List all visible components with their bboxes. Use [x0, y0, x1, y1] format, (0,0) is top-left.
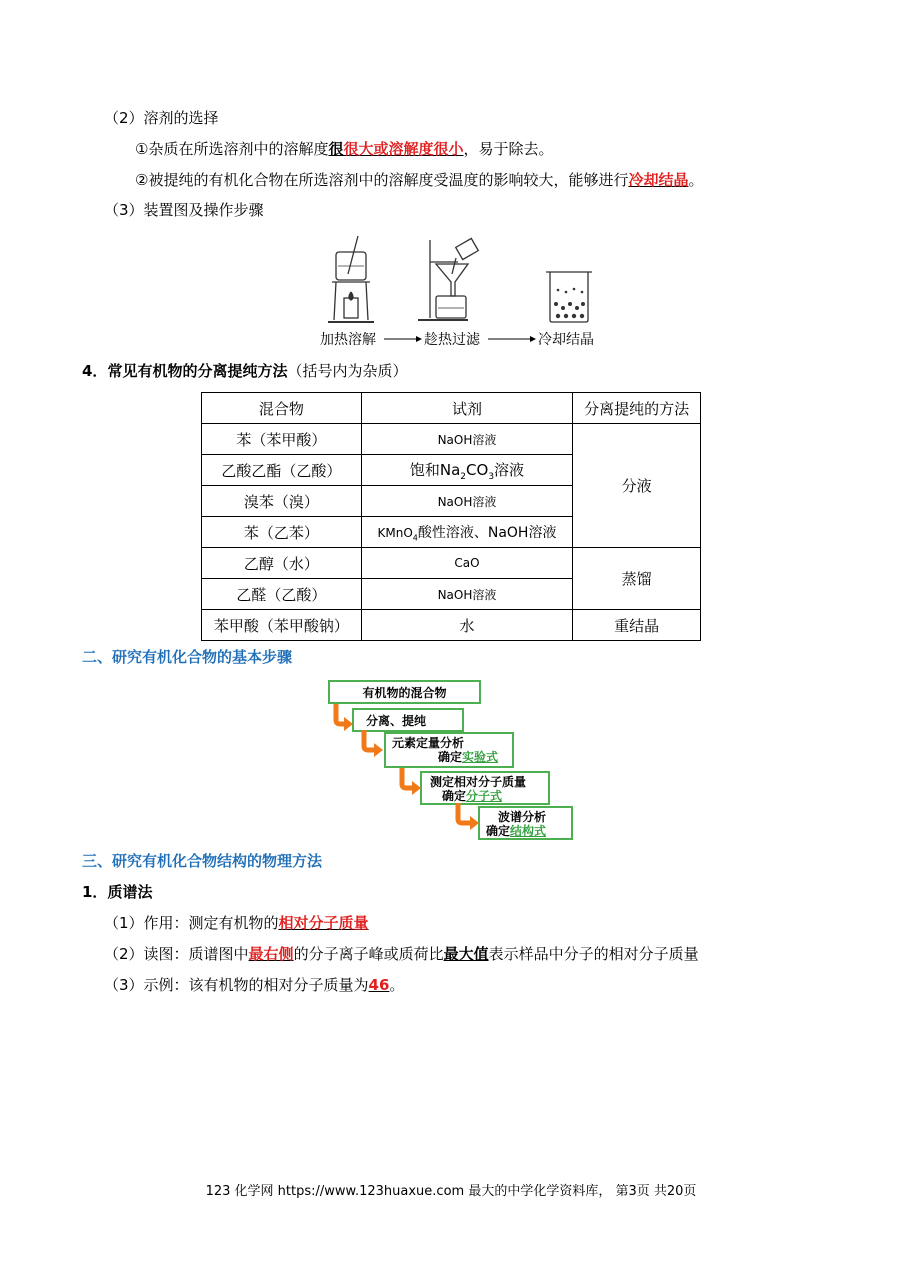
table-header: 分离提纯的方法: [573, 393, 701, 424]
table-cell-reagent: 水: [361, 610, 573, 641]
flow-arrow-3-icon: [396, 766, 426, 796]
mass-spec-line-3-answer: 46: [368, 976, 390, 994]
apparatus-label-filter: 趁热过滤: [424, 332, 480, 348]
table-cell-reagent: CaO: [361, 548, 573, 579]
table-cell-method: 重结晶: [573, 610, 701, 641]
flow-step-4: [420, 771, 550, 805]
table-row: [202, 424, 701, 455]
mass-spec-line-2-answer: 最右侧: [248, 945, 294, 963]
flow-step-4-answer: 分子式: [466, 789, 503, 803]
flow-step-1: [328, 680, 481, 704]
mass-spec-line-1-answer: 相对分子质量: [278, 914, 369, 932]
flow-step-5-answer: 结构式: [510, 824, 547, 838]
table-cell-mixture: 乙醇（水）: [202, 548, 362, 579]
solvent-heading: （2）溶剂的选择: [104, 109, 219, 127]
mass-spec-line-2-text-c: 表示样品中分子的相对分子质量: [488, 945, 699, 963]
section3-sub-title: 质谱法: [107, 883, 153, 901]
solvent-item-1-tail: ，易于除去。: [463, 140, 554, 158]
flow-step-3-label: 确定: [438, 750, 463, 764]
filtration-apparatus-icon: [418, 238, 478, 320]
mass-spec-line-2-bold: 最大值: [443, 945, 489, 963]
reagent-text: 饱和Na: [409, 460, 461, 479]
solvent-item-1-text: ①杂质在所选溶剂中的溶解度: [135, 140, 329, 158]
table-cell-reagent: NaOH溶液: [361, 579, 573, 610]
flow-step-5-line1: 波谱分析: [498, 810, 547, 824]
solvent-item-2-text: ②被提纯的有机化合物在所选溶剂中的溶解度受温度的影响较大，能够进行: [135, 171, 629, 189]
table-header: 混合物: [202, 393, 362, 424]
apparatus-heading: （3）装置图及操作步骤: [104, 201, 264, 219]
mass-spec-line-3-tail: 。: [389, 976, 405, 994]
arrow-1-head-icon: [416, 336, 422, 342]
mass-spec-line-1: [104, 913, 369, 933]
heating-apparatus-icon: [328, 236, 374, 322]
section4-heading: [82, 361, 407, 381]
table-cell-method: 蒸馏: [573, 548, 701, 610]
flow-arrow-2-icon: [358, 728, 388, 758]
table-cell-reagent: NaOH溶液: [361, 424, 573, 455]
table-row: [202, 610, 701, 641]
page-footer: 123 化学网 https://www.123huaxue.com 最大的中学化学资料库， 第3页 共20页: [205, 1184, 697, 1199]
flow-step-1-text: 有机物的混合物: [362, 686, 447, 700]
section3-sub-num: 1．: [82, 883, 108, 901]
solvent-item-1: [135, 139, 554, 159]
arrow-2-head-icon: [530, 336, 536, 342]
reagent-text: 溶液: [494, 460, 525, 479]
flow-step-4-label: 确定: [442, 789, 467, 803]
flow-step-3-answer: 实验式: [462, 750, 499, 764]
table-cell-mixture: 乙醛（乙酸）: [202, 579, 362, 610]
mass-spec-line-3: [104, 975, 404, 995]
table-cell-reagent: [361, 455, 573, 486]
section3-subheading: [82, 882, 152, 902]
table-cell-mixture: 苯（乙苯）: [202, 517, 362, 548]
flow-step-3: [384, 732, 514, 768]
table-cell-mixture: 苯甲酸（苯甲酸钠）: [202, 610, 362, 641]
flow-step-4-line1: 测定相对分子质量: [430, 775, 527, 789]
section2-title: 二、研究有机化合物的基本步骤: [82, 648, 293, 666]
reagent-subscript: 3: [488, 471, 495, 482]
table-header: 试剂: [361, 393, 573, 424]
mass-spec-line-2: [104, 944, 699, 964]
mass-spec-line-2-text-b: 的分子离子峰或质荷比: [293, 945, 444, 963]
apparatus-label-dissolve: 加热溶解: [320, 332, 376, 348]
solvent-item-2-answer: 冷却结晶: [628, 171, 689, 189]
reagent-subscript: 4: [412, 533, 418, 543]
section4-title: 常见有机物的分离提纯方法: [107, 362, 288, 380]
solvent-item-1-answer-text: 很大或溶解度很小: [343, 140, 464, 158]
flow-arrow-4-icon: [452, 801, 484, 831]
solvent-item-2: [135, 170, 703, 190]
section3-title: 三、研究有机化合物结构的物理方法: [82, 852, 323, 870]
apparatus-diagram: [318, 234, 602, 350]
section4-num: 4．: [82, 362, 108, 380]
solvent-item-2-tail: 。: [688, 171, 704, 189]
apparatus-label-crystallize: 冷却结晶: [538, 332, 594, 348]
table-cell-reagent: NaOH溶液: [361, 486, 573, 517]
table-cell-reagent: [361, 517, 573, 548]
table-header-row: [202, 393, 701, 424]
flow-step-3-line1: 元素定量分析: [392, 736, 465, 750]
flow-step-5: [478, 806, 573, 840]
flow-step-5-label: 确定: [486, 824, 511, 838]
section4-note: （括号内为杂质）: [287, 362, 408, 380]
solvent-item-1-answer: 很很大或溶解度很小: [328, 140, 464, 158]
reagent-text: 酸性溶液、NaOH溶液: [417, 524, 557, 541]
table-cell-mixture: 溴苯（溴）: [202, 486, 362, 517]
mass-spec-line-1-text: （1）作用：测定有机物的: [104, 914, 279, 932]
mass-spec-line-3-text: （3）示例：该有机物的相对分子质量为: [104, 976, 369, 994]
flow-arrow-1-icon: [330, 702, 360, 732]
table-row: [202, 548, 701, 579]
flow-step-2-text: 分离、提纯: [366, 714, 427, 728]
table-cell-method: 分液: [573, 424, 701, 548]
crystallization-beaker-icon: [546, 272, 592, 322]
table-cell-mixture: 乙酸乙酯（乙酸）: [202, 455, 362, 486]
reagent-text: KMnO: [377, 525, 413, 540]
reagent-text: CO: [466, 460, 489, 479]
separation-table: [201, 392, 701, 641]
table-cell-mixture: 苯（苯甲酸）: [202, 424, 362, 455]
mass-spec-line-2-text: （2）读图：质谱图中: [104, 945, 249, 963]
reagent-subscript: 2: [460, 471, 467, 482]
